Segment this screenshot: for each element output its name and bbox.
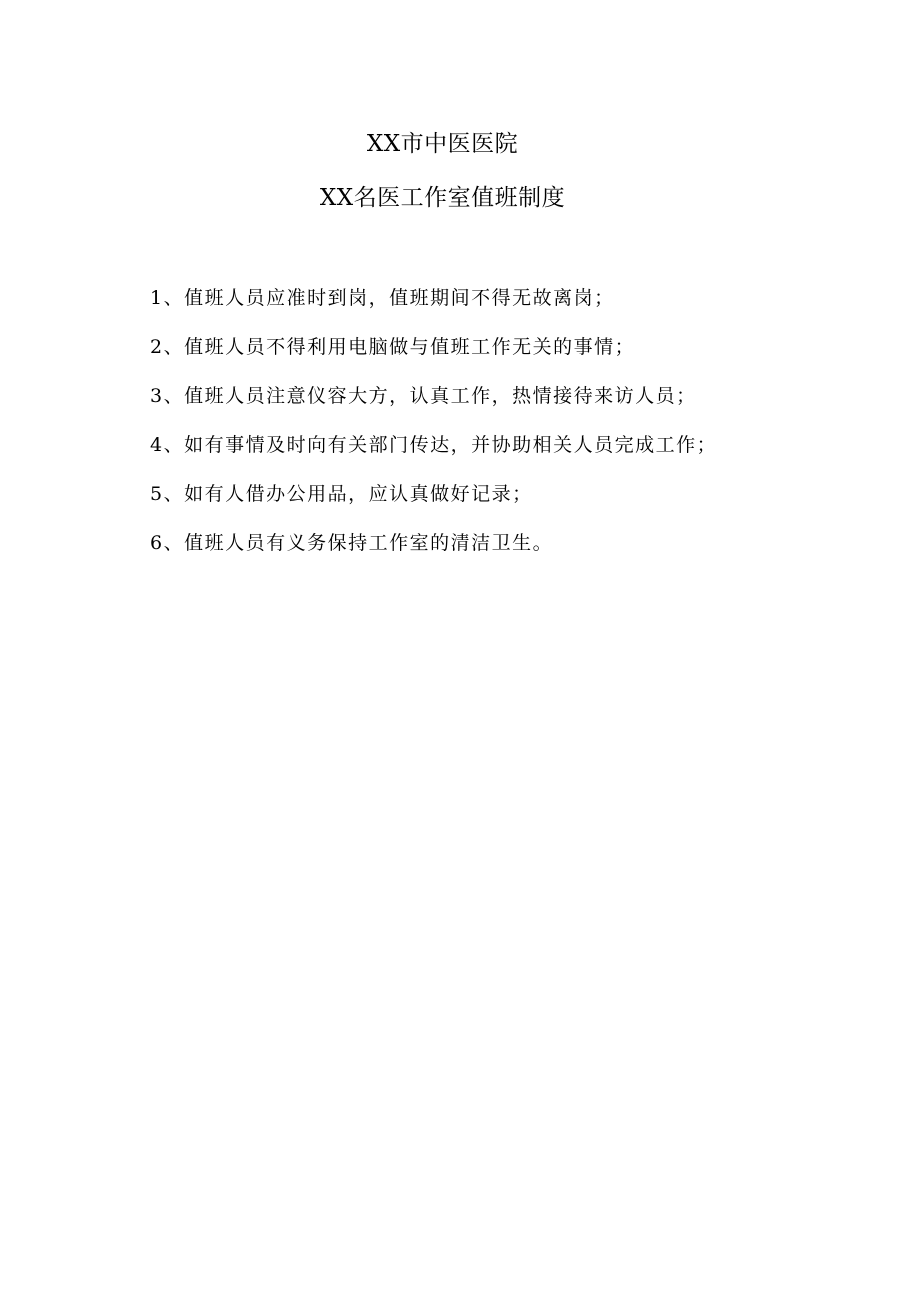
rule-item-5: 5、如有人借办公用品，应认真做好记录；: [150, 483, 533, 505]
rule-item-2: 2、值班人员不得利用电脑做与值班工作无关的事情；: [150, 336, 636, 358]
rule-item-3: 3、值班人员注意仪容大方，认真工作，热情接待来访人员；: [150, 385, 697, 407]
rule-item-6: 6、值班人员有义务保持工作室的清洁卫生。: [150, 532, 554, 554]
document-title: XX市中医医院: [366, 131, 519, 157]
rule-item-1: 1、值班人员应准时到岗，值班期间不得无故离岗；: [150, 287, 615, 309]
rule-item-4: 4、如有事情及时向有关部门传达，并协助相关人员完成工作；: [150, 434, 718, 456]
rules-list: [150, 283, 870, 577]
document-subtitle: XX名医工作室值班制度: [319, 185, 566, 211]
title-block: [0, 128, 885, 214]
